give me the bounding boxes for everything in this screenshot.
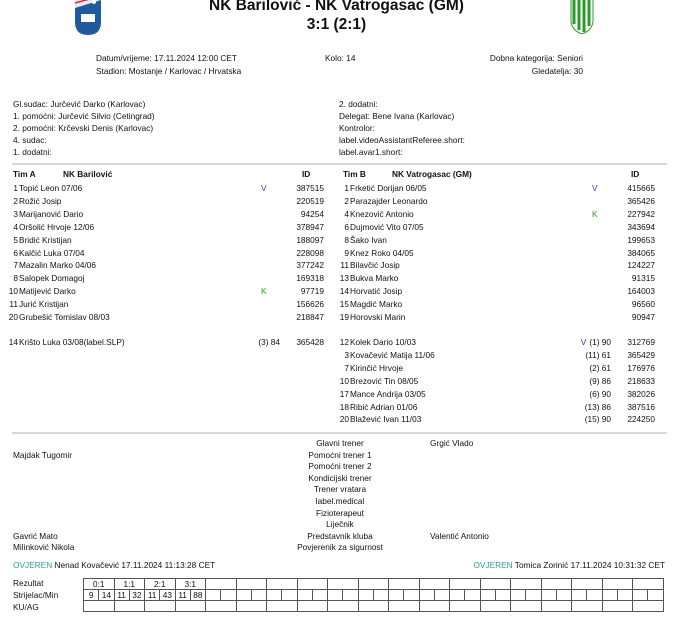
section-divider	[12, 163, 667, 165]
official-entry: Delegat: Bene Ivana (Karlovac)	[339, 111, 455, 121]
scorer-cell	[450, 590, 465, 601]
player-name: Jurić Kristijan	[19, 299, 69, 310]
card-cell	[419, 601, 450, 612]
result-cell	[572, 579, 603, 590]
grid-row	[84, 579, 664, 590]
substitution-info: (11) 61	[585, 349, 611, 360]
player-number: 20	[339, 414, 349, 425]
minute-cell: 88	[190, 590, 205, 601]
player-id: 218847	[296, 312, 324, 322]
minute-cell: 14	[99, 590, 114, 601]
minute-cell	[343, 590, 358, 601]
minute-cell	[221, 590, 236, 601]
player-number: 6	[344, 221, 349, 232]
substitution-info: (1) 90	[589, 337, 611, 347]
substitution-group	[582, 401, 611, 413]
player-number: 12	[339, 337, 349, 347]
player-number: 2	[344, 195, 349, 206]
player-id: 227942	[627, 208, 655, 219]
team-b-label: Tim B	[343, 169, 366, 179]
scorer-cell	[297, 590, 312, 601]
result-cell	[602, 579, 633, 590]
player-name: Brezović Tin 08/05	[350, 375, 419, 386]
official-entry: 4. sudac:	[13, 135, 47, 145]
substitution-group	[582, 349, 611, 361]
substitution-info: (13) 86	[584, 401, 611, 412]
player-number: 11	[340, 260, 349, 271]
player-id: 97719	[300, 286, 324, 297]
official-entry: Kontrolor:	[339, 123, 375, 133]
staff-role: Pomoćni trener 1	[308, 449, 372, 460]
minute-cell	[373, 590, 388, 601]
verified-status: OVJEREN	[13, 560, 53, 570]
player-row	[0, 413, 673, 425]
card-cell	[602, 601, 633, 612]
result-cell	[206, 579, 237, 590]
match-score: 3:1 (2:1)	[306, 16, 367, 33]
player-name: Grubešić Tomislav 08/03	[19, 312, 110, 322]
verification-away	[473, 560, 665, 571]
player-name: Oršolić Hrvoje 12/06	[19, 221, 95, 232]
player-number: 15	[339, 299, 349, 310]
player-number: 2	[13, 195, 18, 206]
player-id: 176976	[627, 362, 655, 373]
scorer-cell	[358, 590, 373, 601]
player-id: 387515	[296, 183, 324, 193]
scorer-cell: 11	[145, 590, 160, 601]
spectators: Gledatelja: 30	[531, 66, 583, 76]
card-cell	[236, 601, 267, 612]
staff-home-name: Gavrić Mato	[13, 530, 58, 541]
match-round: Kolo: 14	[325, 53, 356, 63]
substitution-info: (2) 61	[589, 362, 611, 373]
minute-cell: 32	[129, 590, 144, 601]
player-id: 199653	[627, 234, 655, 245]
player-name: Knezović Antonio	[350, 208, 414, 219]
player-name: Frketić Dorijan 06/05	[350, 183, 427, 193]
scorer-cell	[206, 590, 221, 601]
team-b-id-header: ID	[631, 169, 640, 179]
match-title: NK Barilović - NK Vatrogasac (GM)	[209, 0, 464, 14]
card-cell	[206, 601, 237, 612]
scorer-cell	[236, 590, 251, 601]
player-name: Bukva Marko	[350, 273, 399, 284]
player-name: Šako Ivan	[350, 234, 387, 245]
player-id: 377242	[296, 260, 324, 271]
grid-label-card: KU/AG	[13, 602, 39, 612]
player-row	[0, 401, 673, 413]
verified-status: OVJEREN	[473, 560, 513, 570]
substitution-info: (3) 84	[258, 337, 280, 347]
stadium: Stadion: Mostanje / Karlovac / Hrvatska	[96, 66, 242, 76]
player-id: 224250	[627, 414, 655, 425]
team-b-name: NK Vatrogasac (GM)	[392, 169, 472, 179]
player-id: 343694	[627, 221, 655, 232]
minute-cell	[312, 590, 327, 601]
substitution-group	[586, 362, 611, 374]
staff-home-name: Majdak Tugomir	[13, 449, 73, 460]
age-category: Dobna kategorija: Seniori	[489, 53, 583, 63]
player-name: Matijević Darko	[19, 286, 76, 297]
player-row	[0, 311, 673, 323]
minute-cell	[404, 590, 419, 601]
player-id: 124227	[627, 260, 655, 271]
card-cell	[541, 601, 572, 612]
player-name: Kirinčić Hrvoje	[350, 362, 404, 373]
player-number: 3	[344, 349, 349, 360]
player-number: 1	[13, 183, 18, 193]
player-number: 8	[13, 273, 18, 284]
player-number: 5	[13, 234, 18, 245]
minute-cell: 43	[160, 590, 175, 601]
team-a-label: Tim A	[13, 169, 36, 179]
substitution-group	[582, 413, 611, 425]
staff-role: Predstavnik kluba	[307, 530, 373, 541]
goalkeeper-mark: V	[580, 337, 587, 347]
staff-home-name: Milinković Nikola	[13, 542, 75, 553]
substitution-group	[586, 375, 611, 387]
player-id: 90947	[631, 312, 655, 322]
staff-role: Pomoćni trener 2	[308, 461, 372, 472]
scorer-cell	[328, 590, 343, 601]
player-name: Rožić Josip	[19, 195, 62, 206]
player-name: Magdić Marko	[350, 299, 403, 310]
grid-label-scorer: Strijelac/Min	[13, 590, 59, 600]
player-row	[0, 349, 673, 361]
result-grid	[83, 578, 664, 612]
player-number: 8	[344, 234, 349, 245]
player-name: Horvatić Josip	[350, 286, 403, 297]
player-name: Mazalin Marko 04/06	[19, 260, 97, 271]
scorer-cell	[602, 590, 617, 601]
scorer-cell	[480, 590, 495, 601]
staff-role: Kondicijski trener	[308, 472, 372, 483]
away-team-crest-icon	[570, 0, 594, 34]
official-entry: 1. pomoćni: Jurčević Silvio (Cetingrad)	[13, 111, 155, 121]
player-id: 387516	[627, 401, 655, 412]
verified-by: Tomica Zorinić 17.11.2024 10:31:32 CET	[514, 560, 665, 570]
player-number: 13	[339, 273, 349, 284]
player-id: 220519	[296, 195, 324, 206]
card-cell	[297, 601, 328, 612]
player-number: 6	[13, 247, 18, 258]
player-name: Parazajder Leonardo	[350, 195, 428, 206]
captain-mark: K	[261, 286, 267, 297]
player-name: Ribić Adrian 01/06	[350, 401, 418, 412]
player-id: 96560	[631, 299, 655, 310]
player-row	[0, 298, 673, 310]
minute-cell	[526, 590, 541, 601]
scorer-cell	[389, 590, 404, 601]
substitution-info: (9) 86	[589, 375, 611, 386]
staff-role: label.medical	[315, 496, 365, 506]
result-cell	[267, 579, 298, 590]
player-row	[0, 221, 673, 233]
player-id: 365429	[627, 349, 655, 360]
scorer-cell: 9	[84, 590, 99, 601]
official-entry: label.avar1.short:	[339, 147, 403, 157]
scorer-cell	[511, 590, 526, 601]
result-cell: 3:1	[175, 579, 206, 590]
result-cell: 1:1	[114, 579, 145, 590]
result-cell	[633, 579, 664, 590]
substitution-info: (15) 90	[584, 414, 611, 425]
card-cell	[633, 601, 664, 612]
player-name: Kovačević Matija 11/06	[350, 349, 435, 360]
player-id: 156626	[296, 299, 324, 310]
scorer-cell	[267, 590, 282, 601]
player-name: Salopek Domagoj	[19, 273, 85, 284]
player-row	[0, 195, 673, 207]
result-cell	[480, 579, 511, 590]
minute-cell	[617, 590, 632, 601]
player-id: 378947	[296, 221, 324, 232]
card-cell	[114, 601, 145, 612]
player-name: Horovski Marin	[350, 312, 406, 322]
player-row	[0, 375, 673, 387]
card-cell	[389, 601, 420, 612]
player-number: 1	[344, 183, 349, 193]
player-id: 382026	[627, 388, 655, 399]
player-number: 10	[8, 286, 18, 297]
result-cell: 0:1	[84, 579, 115, 590]
staff-role: Trener vratara	[313, 484, 367, 495]
official-entry: 2. dodatni:	[339, 99, 378, 109]
staff-away-name: Valentić Antonio	[430, 530, 489, 541]
official-entry: Gl.sudac: Jurčević Darko (Karlovac)	[13, 99, 146, 109]
team-a-id-header: ID	[302, 169, 311, 179]
player-row	[0, 388, 673, 400]
home-team-logo	[74, 0, 102, 36]
player-number: 4	[13, 221, 18, 232]
player-name: Bridić Kristijan	[19, 234, 72, 245]
substitution-info: (6) 90	[589, 388, 611, 399]
substitution-group	[578, 336, 611, 348]
goalkeeper-mark: V	[261, 183, 267, 193]
home-team-crest-icon	[74, 0, 102, 36]
player-row	[0, 362, 673, 374]
scorer-cell: 11	[175, 590, 190, 601]
staff-role: Glavni trener	[316, 438, 364, 448]
minute-cell	[434, 590, 449, 601]
official-entry: label.videoAssistantReferee.short:	[339, 135, 465, 145]
player-name: Mance Andrija 03/05	[350, 388, 426, 399]
staff-role: Liječnik	[326, 519, 354, 530]
captain-mark: K	[592, 208, 598, 219]
player-id: 164003	[627, 286, 655, 297]
away-team-logo	[570, 0, 594, 34]
player-row	[0, 336, 673, 348]
grid-label-result: Rezultat	[13, 578, 44, 588]
scorer-cell	[633, 590, 648, 601]
staff-away-name: Grgić Vlado	[430, 438, 474, 448]
section-divider	[12, 432, 667, 434]
player-number: 18	[339, 401, 349, 412]
result-cell	[511, 579, 542, 590]
verification-home	[13, 560, 215, 571]
player-row	[0, 272, 673, 284]
player-number: 17	[339, 388, 349, 399]
player-number: 10	[339, 375, 349, 386]
result-cell	[389, 579, 420, 590]
player-id: 384065	[627, 247, 655, 258]
player-row	[0, 182, 673, 194]
card-cell	[572, 601, 603, 612]
player-number: 19	[339, 312, 349, 322]
player-row	[0, 234, 673, 246]
player-name: Knez Roko 04/05	[350, 247, 414, 258]
player-name: Blažević Ivan 11/03	[350, 414, 422, 425]
grid-row	[84, 601, 664, 612]
match-datetime: Datum/vrijeme: 17.11.2024 12:00 CET	[96, 53, 237, 63]
staff-role: Povjerenik za sigurnost	[297, 542, 383, 553]
player-id: 218633	[627, 375, 655, 386]
staff-role: Fizioterapeut	[316, 507, 364, 518]
player-number: 11	[9, 299, 18, 310]
result-cell	[328, 579, 359, 590]
player-number: 4	[344, 208, 349, 219]
minute-cell	[251, 590, 266, 601]
minute-cell	[556, 590, 571, 601]
result-cell	[541, 579, 572, 590]
official-entry: 2. pomoćni: Krčevski Denis (Karlovac)	[13, 123, 154, 133]
card-cell	[358, 601, 389, 612]
minute-cell	[495, 590, 510, 601]
card-cell	[267, 601, 298, 612]
result-cell	[450, 579, 481, 590]
card-cell	[450, 601, 481, 612]
scorer-cell: 11	[114, 590, 129, 601]
team-a-name: NK Barilović	[63, 169, 113, 179]
player-id: 228098	[296, 247, 324, 258]
player-id: 94254	[300, 208, 324, 219]
card-cell	[511, 601, 542, 612]
player-number: 20	[8, 312, 18, 322]
player-number: 7	[13, 260, 18, 271]
player-id: 91315	[631, 273, 655, 284]
player-name: Kalčić Luka 07/04	[19, 247, 85, 258]
minute-cell	[465, 590, 480, 601]
scorer-cell	[572, 590, 587, 601]
scorer-cell	[541, 590, 556, 601]
player-name: Kolek Dario 10/03	[350, 337, 416, 347]
player-row	[0, 259, 673, 271]
result-cell	[297, 579, 328, 590]
goalkeeper-mark: V	[592, 183, 598, 193]
result-cell	[358, 579, 389, 590]
player-name: Topić Leon 07/06	[19, 183, 83, 193]
result-cell	[236, 579, 267, 590]
card-cell	[84, 601, 115, 612]
scorer-cell	[419, 590, 434, 601]
player-name: Dujmović Vito 07/05	[350, 221, 424, 232]
player-id: 415665	[627, 183, 655, 193]
player-number: 3	[13, 208, 18, 219]
minute-cell	[587, 590, 602, 601]
player-row	[0, 285, 673, 297]
verified-by: Nenad Kovačević 17.11.2024 11:13:28 CET	[54, 560, 216, 570]
result-cell	[419, 579, 450, 590]
player-name: Marijanović Dario	[19, 208, 84, 219]
player-id: 169318	[296, 273, 324, 284]
player-id: 365426	[627, 195, 655, 206]
minute-cell	[648, 590, 663, 601]
player-name: Krišto Luka 03/08(label.SLP)	[19, 337, 125, 347]
player-id: 312769	[627, 337, 655, 347]
card-cell	[328, 601, 359, 612]
grid-row	[84, 590, 664, 601]
card-cell	[145, 601, 176, 612]
card-cell	[480, 601, 511, 612]
substitution-group	[586, 388, 611, 400]
minute-cell	[282, 590, 297, 601]
player-row	[0, 247, 673, 259]
official-entry: 1. dodatni:	[13, 147, 52, 157]
player-id: 365428	[296, 337, 324, 347]
result-cell: 2:1	[145, 579, 176, 590]
player-row	[0, 208, 673, 220]
player-name: Bilavčić Josip	[350, 260, 400, 271]
player-number: 14	[8, 337, 18, 347]
player-id: 188097	[296, 234, 324, 245]
card-cell	[175, 601, 206, 612]
player-number: 7	[344, 362, 349, 373]
player-number: 9	[344, 247, 349, 258]
player-number: 14	[339, 286, 349, 297]
